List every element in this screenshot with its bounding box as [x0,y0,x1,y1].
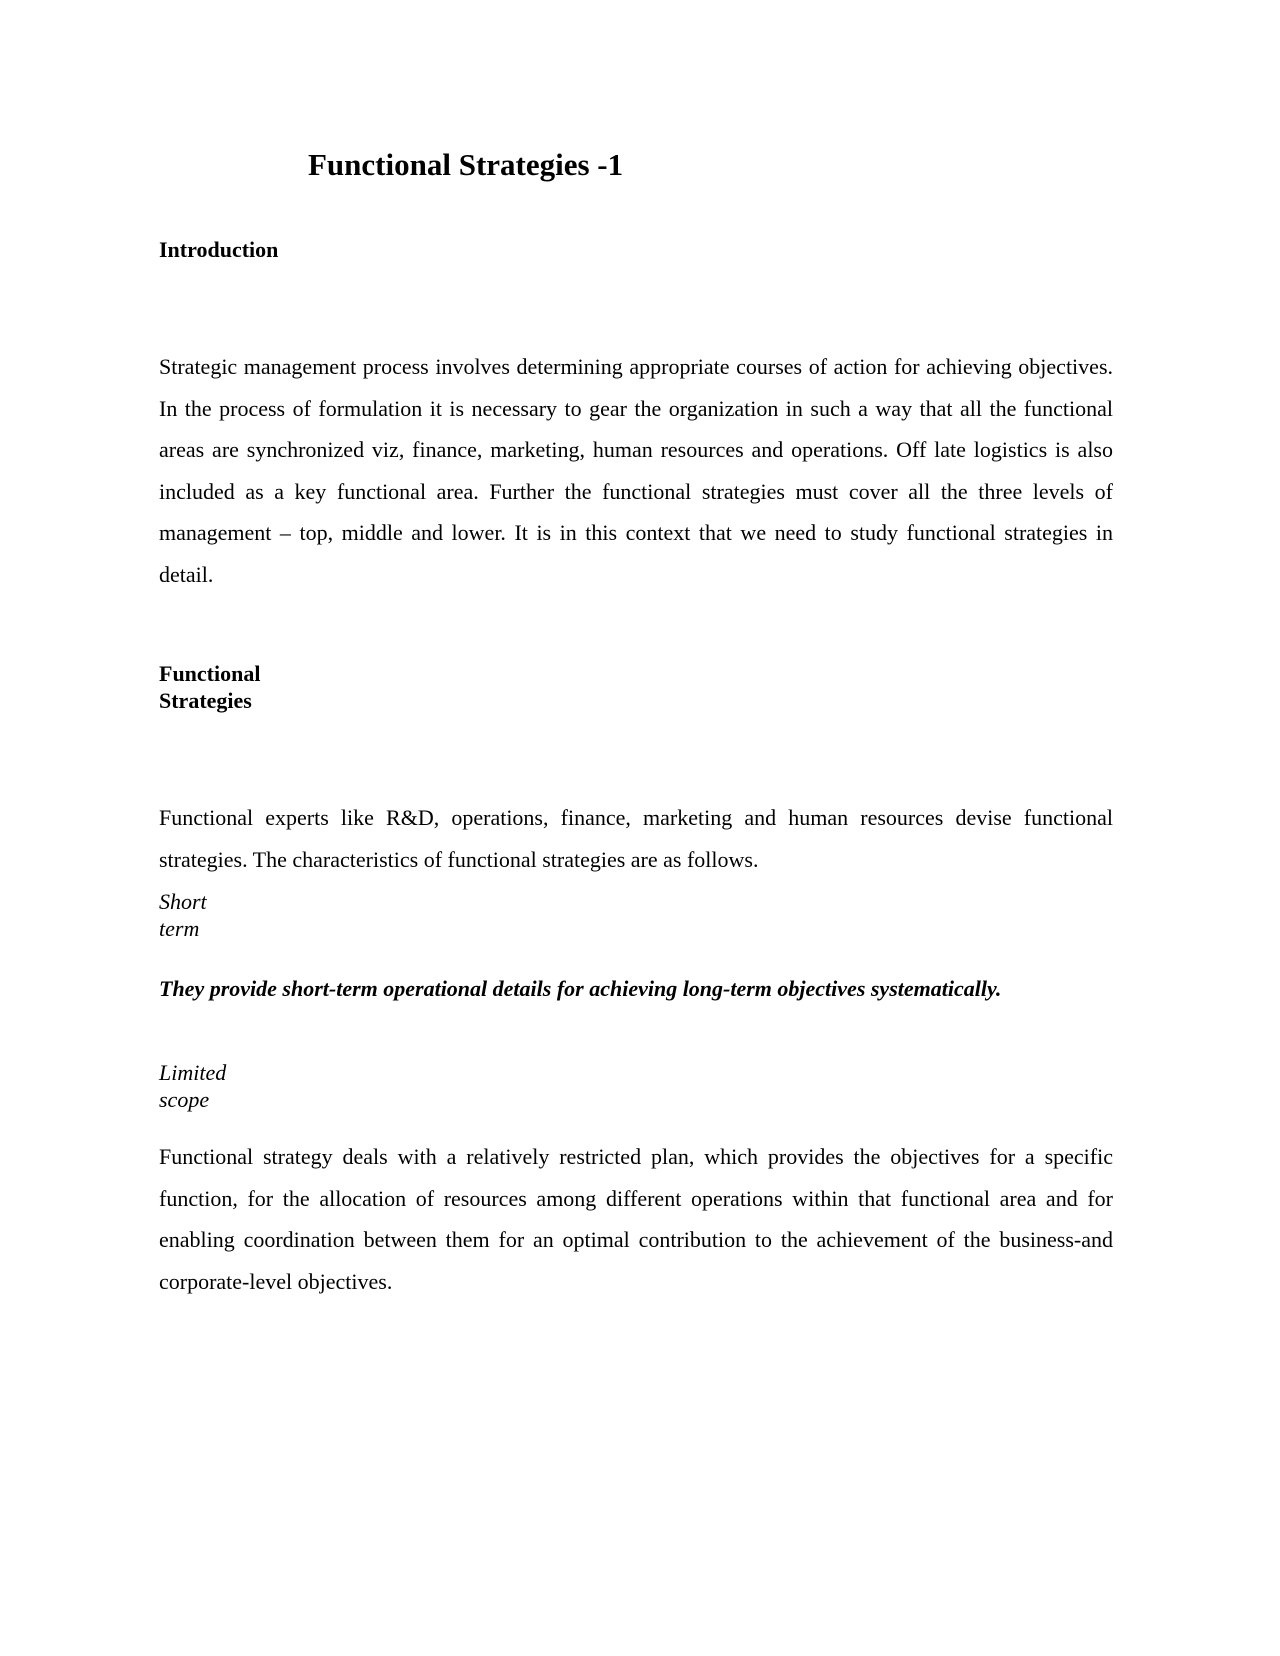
short-term-paragraph: They provide short-term operational details for achieving long-term objectives systematically. [159,976,1002,1001]
introduction-paragraph: Strategic management process involves determining appropriate courses of action for achieving objectives. In the process of formulation it is necessary to gear the organization in such a way that all the functional areas are synchronized viz, finance, marketing, human resources and operations. Off late logistics is also included as a key functional area. Further the functional strategies must cover all the three levels of management – top, middle and lower. It is in this context that we need to study functional strategies in detail. [159,354,1113,587]
functional-strategies-paragraph: Functional experts like R&D, operations, finance, marketing and human resources devise functional strategies. The characteristics of functional strategies are as follows. [159,805,1113,872]
limited-scope-subheading: Limited scope [159,1060,227,1112]
introduction-heading: Introduction [159,237,279,262]
short-term-subheading: Short term [159,889,207,941]
functional-strategies-heading: Functional Strategies [159,661,261,713]
document-title: Functional Strategies -1 [308,147,624,182]
limited-scope-paragraph: Functional strategy deals with a relatively restricted plan, which provides the objectives for a specific function, for the allocation of resources among different operations within that functional area and for enabling coordination between them for an optimal contribution to the achievement of the business-and corporate-level objectives. [159,1144,1113,1294]
